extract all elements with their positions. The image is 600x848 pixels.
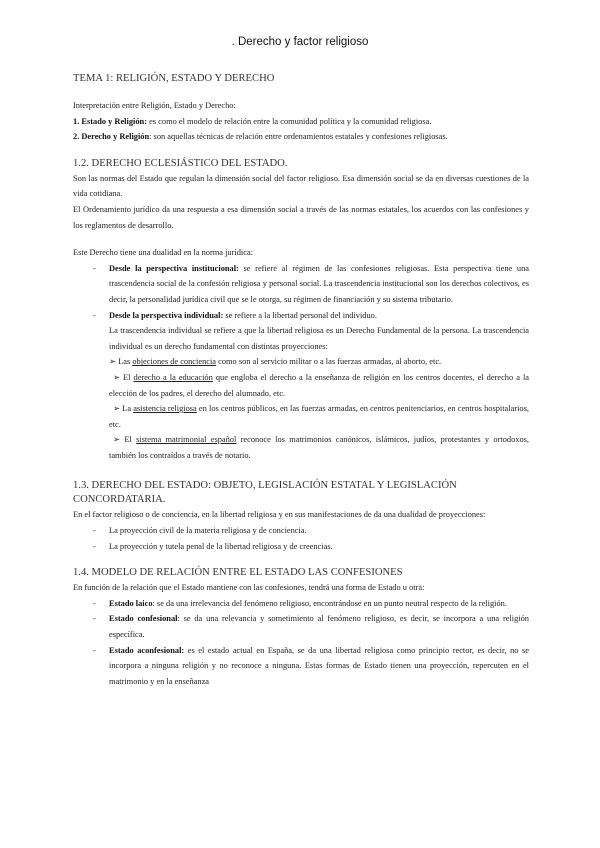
section-1-2-paragraph-3: Este Derecho tiene una dualidad en la norma jurídica: [73, 248, 253, 258]
arrow-icon: ➢ [109, 357, 117, 367]
list-item [73, 261, 529, 308]
section-1-2-heading: 1.2. DERECHO ECLESIÁSTICO DEL ESTADO. [73, 157, 288, 169]
arrow-icon: ➢ [113, 404, 121, 414]
section-1-4-paragraph: En función de la relación que el Estado mantiene con las confesiones, tendrá una forma de Estado u otra: [73, 583, 425, 593]
tema1-point-2-label: 2. Derecho y Religión [73, 132, 150, 142]
list-item [73, 611, 529, 642]
arrow-item [73, 401, 529, 432]
list-dash: - [93, 598, 96, 608]
tema1-point-1-label: 1. Estado y Religión: [73, 116, 147, 126]
list-dash: - [93, 541, 96, 551]
document-title: . Derecho y factor religioso [231, 36, 369, 48]
list-item-label: Estado laico [109, 598, 153, 608]
list-item-text: es el estado actual en España, se da una libertad religiosa como principio rector, es decir, no se incorpora a ninguna religión y no reconoce a ninguna. Estas formas de Estado tienen una proyección, repercuten en el matrimonio y en la enseñanza [109, 645, 529, 686]
section-1-2-paragraph-2: El Ordenamiento jurídico da una respuesta a esa dimensión social a través de las normas estatales, los acuerdos con las confesiones y los reglamentos de desarrollo. [73, 204, 529, 230]
individual-subparagraph: La trascendencia individual se refiere a que la libertad religiosa es un Derecho Fundamental de la persona. La trascendencia individual es un derecho fundamental con distintas proyecciones: [109, 326, 529, 351]
list-item [73, 308, 529, 324]
tema1-point-2 [73, 129, 529, 145]
list-item-text: : se da una relevancia y sometimiento al fenómeno religioso, es decir, se incorpora a una religión específica. [109, 614, 529, 640]
list-dash: - [93, 645, 96, 655]
arrow-item-text: Las [116, 357, 133, 367]
arrow-icon: ➢ [113, 435, 121, 445]
section-1-2-paragraph-1: Son las normas del Estado que regulan la dimensión social del factor religioso. Esa dimensión social se da en diversas cuestiones de la vida cotidiana. [73, 173, 529, 199]
arrow-item-text: que engloba el derecho a la enseñanza de religión en los centros docentes, el derecho a la elección de los padres, el derecho del alumnado, etc. [109, 372, 529, 398]
arrow-item-text: El [120, 435, 137, 445]
list-dash: - [93, 310, 96, 320]
list-item-label: Estado aconfesional: [109, 645, 185, 655]
list-item-text: se refiere a la libertad personal del individuo. [223, 310, 377, 320]
tema1-heading: TEMA 1: RELIGIÓN, ESTADO Y DERECHO [73, 73, 275, 84]
arrow-item [73, 370, 529, 401]
list-item-text: : se da una irrelevancia del fenómeno religioso, encontrándose en un punto neutral respecto de la religión. [152, 598, 507, 608]
tema1-point-1-text: es como el modelo de relación entre la comunidad política y la comunidad religiosa. [147, 116, 432, 126]
list-item-text: se refiere al régimen de las confesiones religiosas. Esta perspectiva tiene una trascendencia social de la confesión religiosa y personal social. La trascendencia institucional son los derechos colectivos, es decir, la personalidad jurídica civil que se le otorga, su régimen de financiación y su sistema tributario. [109, 263, 529, 304]
arrow-item-text: reconoce los matrimonios canónicos, islámicos, judíos, protestantes y ortodoxos, también los contraídos a través de notario. [109, 435, 530, 460]
arrow-item-underlined: objeciones de conciencia [132, 357, 217, 367]
list-item-text: La proyección civil de la materia religiosa y de conciencia. [109, 526, 307, 536]
tema1-intro: Interpretación entre Religión, Estado y Derecho: [73, 101, 236, 110]
list-item [73, 643, 529, 690]
section-1-3-paragraph: En el factor religioso o de conciencia, en la libertad religiosa y en sus manifestaciones de da una dualidad de proyecciones: [73, 510, 486, 520]
list-dash: - [93, 263, 96, 273]
arrow-item-text: como son al servicio militar o a las fuerzas armadas, al aborto, etc. [216, 357, 442, 367]
list-item [73, 596, 529, 612]
arrow-item [73, 354, 529, 370]
arrow-item [73, 432, 529, 463]
document-body [73, 72, 529, 689]
arrow-item-text: El [120, 372, 134, 382]
arrow-item-underlined: sistema matrimonial español [136, 435, 237, 445]
list-item [73, 523, 529, 539]
arrow-item-text: La [120, 404, 134, 414]
arrow-item-text: en los centros públicos, en las fuerzas armadas, en centros penitenciarios, en centros hospitalarios, etc. [109, 404, 529, 429]
section-1-4-heading: 1.4. MODELO DE RELACIÓN ENTRE EL ESTADO LAS CONFESIONES [73, 567, 403, 579]
list-item-label: Desde la perspectiva institucional: [109, 263, 239, 273]
tema1-point-1 [73, 114, 529, 130]
list-dash: - [93, 526, 96, 536]
list-item-text: La proyección y tutela penal de la libertad religiosa y de creencias. [109, 541, 333, 551]
arrow-item-underlined: asistencia religiosa [133, 404, 197, 414]
arrow-icon: ➢ [113, 372, 121, 382]
list-item-label: Estado confesional [109, 614, 178, 624]
tema1-point-2-text: : son aquellas técnicas de relación entre ordenamientos estatales y confesiones religiosas. [149, 132, 448, 142]
section-1-3-heading: 1.3. DERECHO DEL ESTADO: OBJETO, LEGISLACIÓN ESTATAL Y LEGISLACIÓN CONCORDATARIA. [73, 480, 457, 506]
arrow-item-underlined: derecho a la educación [133, 372, 213, 382]
list-item-label: Desde la perspectiva individual: [109, 310, 224, 320]
list-dash: - [93, 614, 96, 624]
list-item [73, 539, 529, 555]
